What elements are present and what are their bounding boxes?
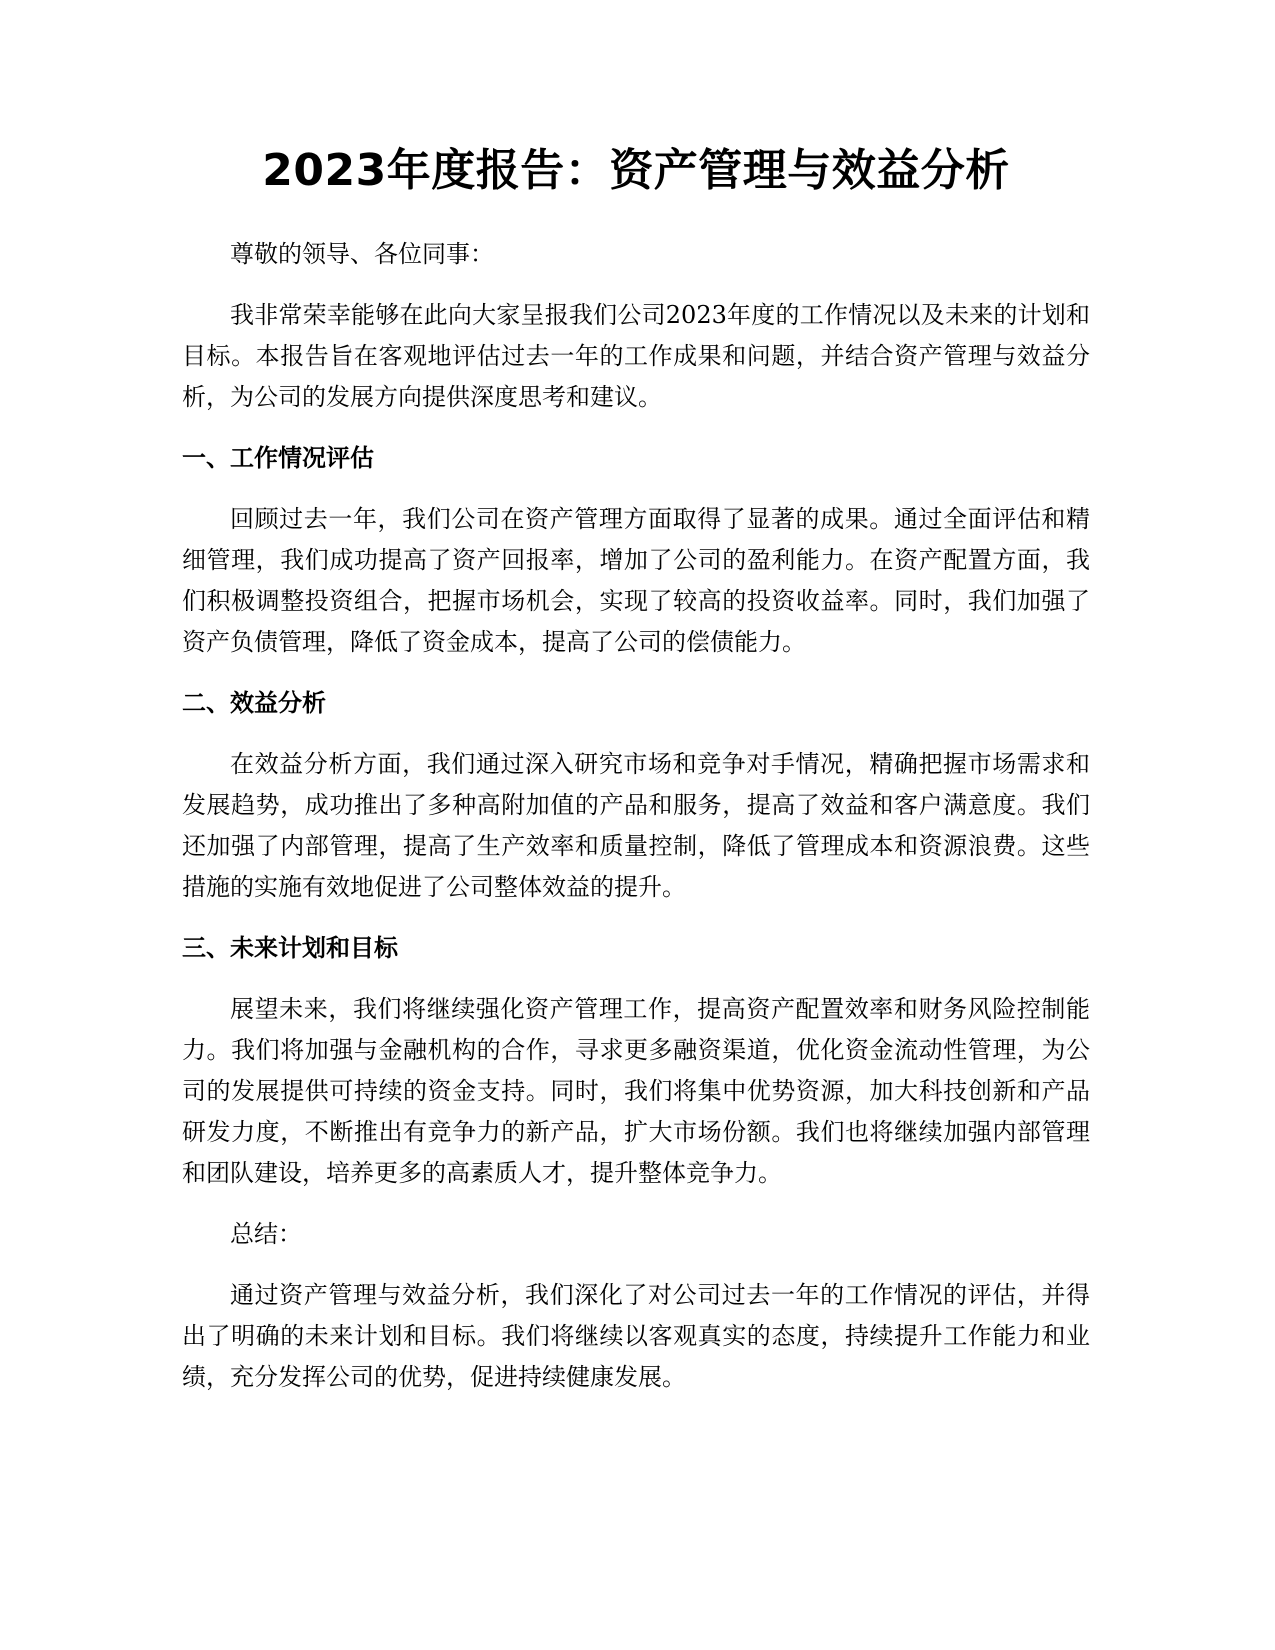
section-heading-future-plans: 三、未来计划和目标 xyxy=(182,934,398,962)
section-body-future-plans: 展望未来，我们将继续强化资产管理工作，提高资产配置效率和财务风险控制能力。我们将加强与金融机构的合作，寻求更多融资渠道，优化资金流动性管理，为公司的发展提供可持续的资金支持。同时，我们将集中优势资源，加大科技创新和产品研发力度，不断推出有竞争力的新产品，扩大市场份额。我们也将继续加强内部管理和团队建设，培养更多的高素质人才，提升整体竞争力。 xyxy=(182,995,1090,1187)
section-heading-work-evaluation: 一、工作情况评估 xyxy=(182,444,374,472)
intro-paragraph: 我非常荣幸能够在此向大家呈报我们公司2023年度的工作情况以及未来的计划和目标。本报告旨在客观地评估过去一年的工作成果和问题，并结合资产管理与效益分析，为公司的发展方向提供深度思考和建议。 xyxy=(182,301,1090,411)
summary-paragraph: 通过资产管理与效益分析，我们深化了对公司过去一年的工作情况的评估，并得出了明确的未来计划和目标。我们将继续以客观真实的态度，持续提升工作能力和业绩，充分发挥公司的优势，促进持续健康发展。 xyxy=(182,1281,1090,1391)
summary-label: 总结： xyxy=(230,1220,302,1248)
document-title: 2023年度报告：资产管理与效益分析 xyxy=(262,145,1010,196)
section-body-benefit-analysis: 在效益分析方面，我们通过深入研究市场和竞争对手情况，精确把握市场需求和发展趋势，成功推出了多种高附加值的产品和服务，提高了效益和客户满意度。我们还加强了内部管理，提高了生产效率和质量控制，降低了管理成本和资源浪费。这些措施的实施有效地促进了公司整体效益的提升。 xyxy=(182,750,1090,901)
section-body-work-evaluation: 回顾过去一年，我们公司在资产管理方面取得了显著的成果。通过全面评估和精细管理，我们成功提高了资产回报率，增加了公司的盈利能力。在资产配置方面，我们积极调整投资组合，把握市场机会，实现了较高的投资收益率。同时，我们加强了资产负债管理，降低了资金成本，提高了公司的偿债能力。 xyxy=(182,505,1090,656)
section-heading-benefit-analysis: 二、效益分析 xyxy=(182,689,326,717)
salutation: 尊敬的领导、各位同事： xyxy=(230,240,494,268)
document-body xyxy=(182,140,1090,1398)
